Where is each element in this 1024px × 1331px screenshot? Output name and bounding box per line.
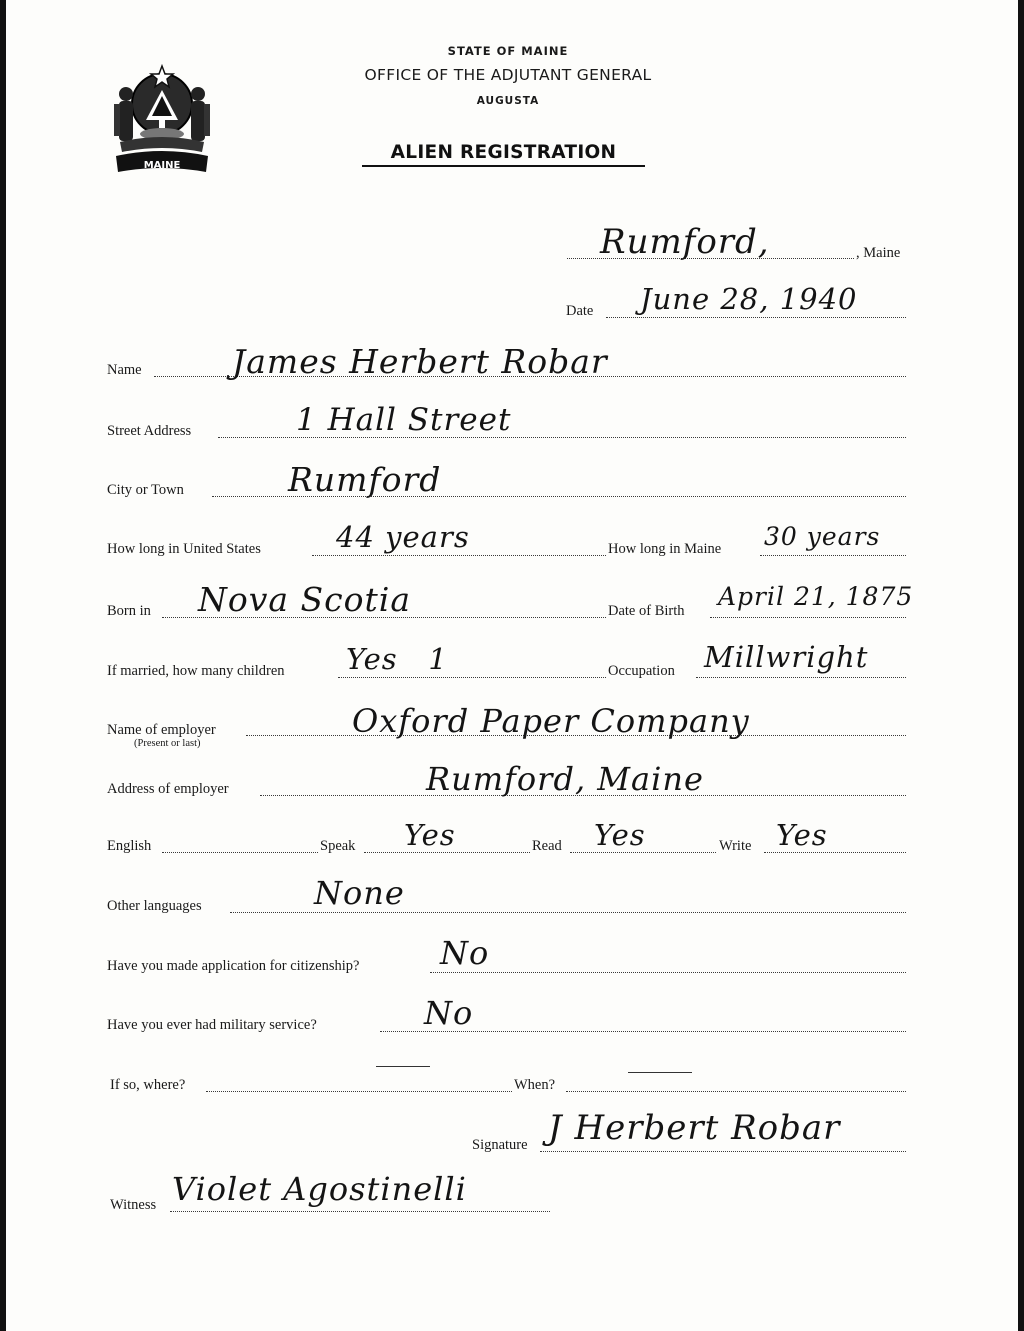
read-value: Yes <box>594 818 646 852</box>
how-long-us-label: How long in United States <box>107 541 261 557</box>
citizenship-label: Have you made application for citizenship? <box>107 958 360 974</box>
svg-text:MAINE: MAINE <box>143 160 181 171</box>
witness-value: Violet Agostinelli <box>172 1170 467 1208</box>
occupation-value: Millwright <box>704 640 869 674</box>
occupation-label: Occupation <box>608 663 675 679</box>
employer-address-label: Address of employer <box>107 781 229 797</box>
how-long-maine-value: 30 years <box>764 522 881 551</box>
when-dash <box>628 1072 692 1073</box>
signature-label: Signature <box>472 1137 528 1153</box>
military-value: No <box>424 994 474 1032</box>
other-languages-line <box>230 912 906 913</box>
employer-address-value: Rumford, Maine <box>426 760 704 798</box>
office-heading: OFFICE OF THE ADJUTANT GENERAL <box>364 66 652 84</box>
english-label: English <box>107 838 152 854</box>
town-value: Rumford, <box>600 222 770 262</box>
maine-label: , Maine <box>856 245 901 261</box>
how-long-maine-line <box>760 555 906 556</box>
how-long-us-value: 44 years <box>336 520 470 554</box>
date-line <box>606 317 906 318</box>
employer-note: (Present or last) <box>134 738 201 749</box>
form-title: ALIEN REGISTRATION <box>362 142 645 167</box>
street-value: 1 Hall Street <box>296 402 512 438</box>
employer-value: Oxford Paper Company <box>352 702 750 740</box>
where-dash <box>376 1066 430 1067</box>
citizenship-value: No <box>440 934 490 972</box>
maine-state-seal-icon <box>106 60 218 178</box>
where-label: If so, where? <box>110 1077 186 1093</box>
write-value: Yes <box>776 818 828 852</box>
born-in-value: Nova Scotia <box>198 580 411 619</box>
where-line <box>206 1091 512 1092</box>
date-of-birth-line <box>710 617 906 618</box>
military-label: Have you ever had military service? <box>107 1017 317 1033</box>
how-long-us-line <box>312 555 606 556</box>
english-line <box>162 852 318 853</box>
how-long-maine-label: How long in Maine <box>608 541 722 557</box>
witness-line <box>170 1211 550 1212</box>
speak-label: Speak <box>320 838 356 854</box>
write-line <box>764 852 906 853</box>
read-label: Read <box>532 838 562 854</box>
born-in-label: Born in <box>107 603 151 619</box>
married-label: If married, how many children <box>107 663 285 679</box>
signature-line <box>540 1151 906 1152</box>
right-scan-edge <box>1018 0 1024 1331</box>
name-label: Name <box>107 362 142 378</box>
left-scan-edge <box>0 0 6 1331</box>
married-value: Yes 1 <box>346 642 448 676</box>
city-heading: AUGUSTA <box>476 95 540 107</box>
occupation-line <box>696 677 906 678</box>
city-value: Rumford <box>288 460 442 499</box>
street-label: Street Address <box>107 423 192 439</box>
when-label: When? <box>514 1077 556 1093</box>
married-line <box>338 677 606 678</box>
city-label: City or Town <box>107 482 184 498</box>
write-label: Write <box>719 838 752 854</box>
witness-label: Witness <box>110 1197 157 1213</box>
name-value: James Herbert Robar <box>232 342 608 381</box>
other-languages-label: Other languages <box>107 898 202 914</box>
date-of-birth-value: April 21, 1875 <box>718 582 914 611</box>
date-label: Date <box>566 303 594 319</box>
date-of-birth-label: Date of Birth <box>608 603 685 619</box>
citizenship-line <box>430 972 906 973</box>
speak-line <box>364 852 530 853</box>
read-line <box>570 852 716 853</box>
date-value: June 28, 1940 <box>640 282 858 316</box>
state-heading: STATE OF MAINE <box>447 44 569 58</box>
signature-value: J Herbert Robar <box>548 1108 841 1148</box>
employer-label: Name of employer <box>107 722 216 738</box>
when-line <box>566 1091 906 1092</box>
other-languages-value: None <box>314 874 405 912</box>
speak-value: Yes <box>404 818 456 852</box>
